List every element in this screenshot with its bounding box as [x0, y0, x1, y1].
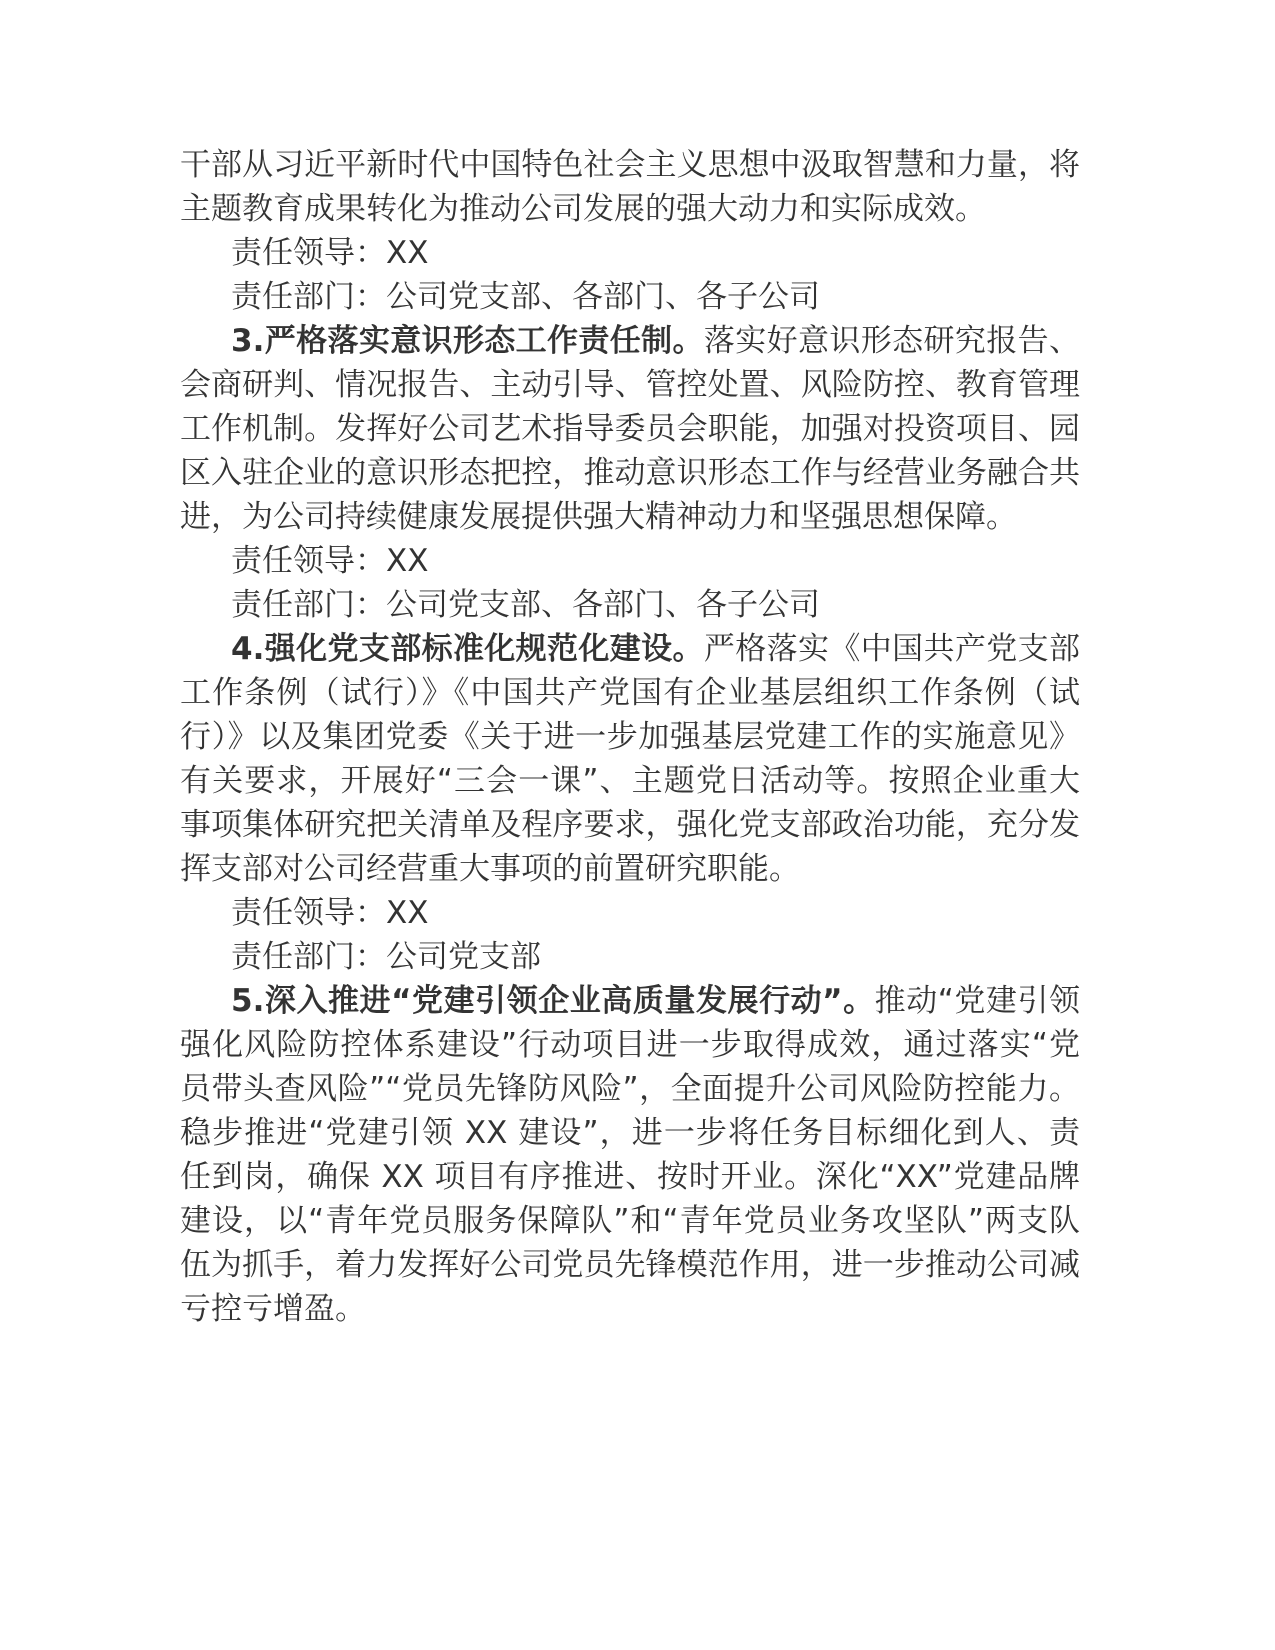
item-body-3: 落实好意识形态研究报告、会商研判、情况报告、主动引导、管控处置、风险防控、教育管理工作机制。发挥好公司艺术指导委员会职能，加强对投资项目、园区入驻企业的意识形态把控，推动意识形态工作与经营业务融合共进，为公司持续健康发展提供强大精神动力和坚强思想保障。: [180, 323, 1080, 535]
responsible-department-3: 责任部门：公司党支部: [231, 939, 541, 975]
responsible-leader-2: 责任领导：XX: [231, 543, 429, 579]
item-paragraph-5: [180, 979, 1080, 1331]
item-body-5: 推动“党建引领强化风险防控体系建设”行动项目进一步取得成效，通过落实“党员带头查风险”“党员先锋防风险”，全面提升公司风险防控能力。稳步推进“党建引领 XX 建设”，进一步将任务目标细化到人、责任到岗，确保 XX 项目有序推进、按时开业。深化“XX”党建品牌建设，以“青年党员服务保障队”和“青年党员业务攻坚队”两支队伍为抓手，着力发挥好公司党员先锋模范作用，进一步推动公司减亏控亏增盈。: [180, 983, 1080, 1327]
responsible-department-1: 责任部门：公司党支部、各部门、各子公司: [231, 279, 820, 315]
document-page: [180, 143, 1080, 1331]
body-paragraph-intro: 干部从习近平新时代中国特色社会主义思想中汲取智慧和力量，将主题教育成果转化为推动公司发展的强大动力和实际成效。: [180, 147, 1080, 227]
item-paragraph-4: [180, 627, 1080, 891]
item-heading-5: 5.深入推进“党建引领企业高质量发展行动”。: [231, 983, 875, 1019]
responsible-leader-3: 责任领导：XX: [231, 895, 429, 931]
item-heading-3: 3.严格落实意识形态工作责任制。: [231, 323, 704, 359]
responsible-department-2: 责任部门：公司党支部、各部门、各子公司: [231, 587, 820, 623]
item-paragraph-3: [180, 319, 1080, 539]
item-body-4: 严格落实《中国共产党支部工作条例（试行）》《中国共产党国有企业基层组织工作条例（试行）》以及集团党委《关于进一步加强基层党建工作的实施意见》有关要求，开展好“三会一课”、主题党日活动等。按照企业重大事项集体研究把关清单及程序要求，强化党支部政治功能，充分发挥支部对公司经营重大事项的前置研究职能。: [180, 631, 1080, 887]
responsible-leader-1: 责任领导：XX: [231, 235, 429, 271]
item-heading-4: 4.强化党支部标准化规范化建设。: [231, 631, 704, 667]
